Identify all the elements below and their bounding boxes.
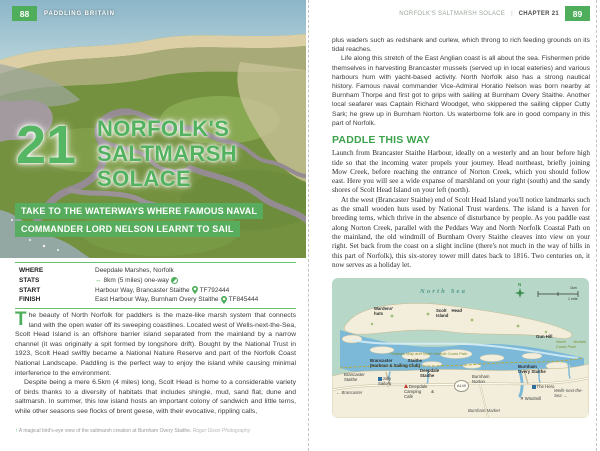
map-label-burnham-market: Burnham Market [468, 408, 500, 414]
map-label-north-norfolk-coast-path: North Norfolk Coast Path [556, 339, 586, 349]
map-road-badge-a149: A149 [454, 380, 469, 392]
route-map [332, 278, 589, 418]
title-line-2: SALTMARSH [97, 141, 238, 166]
header-separator: | [511, 10, 513, 17]
row-label: START [19, 286, 41, 294]
pub-icon [378, 377, 382, 381]
title-line-3: SOLACE [97, 166, 192, 191]
map-label-burnham-overy-staithe: Burnham Overy Staithe [518, 364, 546, 375]
map-label-brancaster-staithe-village: Brancaster Staithe [344, 372, 365, 383]
map-label-brancaster-staithe-harbour: Brancaster Staithe (Harbour & Sailing Club) [370, 358, 422, 369]
row-value: Deepdale Marshes, Norfolk [95, 267, 174, 274]
paragraph-text: he beauty of North Norfolk for paddlers is the maze-like marsh system that connects land with the open water off its sweeping coastlines. Located west of Wells-next-the-Sea, Scolt Head Island is an offshore barrier island separated from the mainland by a narrow channel (it was originally a spit formed by longshore drift). Bought by the National Trust in 1923, Scolt Head swiftly became a National Nature Reserve and part of the Norfolk Coast National Landscape. Paddling is the perfect way to enjoy the island while causing minimal interference to the environment. [15, 312, 296, 377]
right-page-header [399, 6, 590, 21]
standfirst-line-1: TAKE TO THE WATERWAYS WHERE FAMOUS NAVAL [15, 203, 263, 219]
start-grid-ref: TF792444 [199, 286, 230, 294]
row-value [95, 295, 258, 305]
route-info-table [15, 262, 296, 309]
map-label-gun-hill: Gun Hill [536, 334, 553, 340]
title-line-1: NORFOLK'S [97, 116, 230, 141]
table-row-stats [15, 276, 296, 286]
route-directions [332, 149, 590, 270]
table-row-finish [15, 295, 296, 305]
table-row-start [15, 286, 296, 296]
finish-text: East Harbour Way, Burnham Overy Staithe [95, 296, 219, 304]
map-label-brancaster-arrow: ← Brancaster [336, 390, 363, 396]
map-pin-icon [221, 296, 227, 304]
map-label-north-sea: North Sea [420, 288, 468, 296]
running-head: PADDLING BRITAIN [44, 10, 115, 17]
running-head: NORFOLK'S SALTMARSH SOLACE [399, 10, 506, 17]
route-paragraph-1: Launch from Brancaster Staithe Harbour, ideally on a westerly and an hour before high tide so that the incoming water propels your journey. Head northeast, briefly joining Mow Creek, before reaching the entrance of Norton Creek, which you should follow east. Here you will see a wide expanse of marshland on your right (south) and the sandy shores of Scolt Head Island on your left (north). [332, 149, 590, 195]
right-page [310, 0, 600, 451]
difficulty-grade-icon [171, 277, 178, 284]
campsite-icon [404, 384, 408, 388]
stats-text: 8km (5 miles) one-way [103, 276, 169, 284]
photo-caption [15, 428, 296, 435]
left-page-header [12, 6, 115, 21]
page-number: 88 [19, 8, 30, 19]
map-label-wardens-huts: Wardens' huts [374, 306, 394, 317]
map-illustration [332, 278, 589, 418]
page-number-badge [12, 6, 37, 21]
chapter-label: CHAPTER 21 [518, 10, 559, 17]
section-heading: PADDLE THIS WAY [332, 134, 431, 147]
page-fold-mark [308, 0, 309, 451]
start-text: Harbour Way, Brancaster Staithe [95, 286, 190, 294]
map-pin-icon [192, 286, 198, 294]
row-value [95, 286, 229, 296]
intro-paragraph-2: Despite being a mere 6.5km (4 miles) long, Scolt Head is home to a considerable variety of birds thanks to a diversity of habitats that includes shingle, mud, sand flat, dune and saltmarsh. In summer, this low island hosts an important colony of sandwich and little terns, while other seasons see flocks of brent geese, with their evocative, rippling calls, [15, 379, 296, 415]
intro-paragraph-1 [15, 311, 296, 378]
distance-arrows-icon: ↔ [95, 276, 102, 284]
page-number-badge [565, 6, 590, 21]
windmill-icon: ✕ [520, 396, 524, 402]
row-value [95, 276, 178, 286]
map-label-deepdale-camping: Deepdale Camping & Café [404, 384, 434, 400]
scale-label-mile: 1 mile [568, 297, 578, 302]
map-label-peddars-way: Peddars Way and North Norfolk Coast Path [390, 351, 468, 357]
right-page-content [332, 36, 590, 418]
map-label-deepdale-staithe: Deepdale Staithe [420, 368, 440, 379]
standfirst [15, 203, 263, 239]
body-paragraph-2: Life along this stretch of the East Anglian coast is all about the sea. Fishermen pride themselves in harvesting Brancaster mussels (served up in local eateries) and various harbours hum with yacht-based activity. North Norfolk also has a strong nautical history. Famous naval commander Vice-Admiral Horatio Nelson was born nearby at Burnham Thorpe and first got to grips with sailing at Burnham Overy Staithe. Another local seafarer was Captain Richard Woodget, who skippered the sailing clipper Cutty Sark; he grew up in Burnham Norton. Us waterborne folk are in good company in this part of Norfolk. [332, 55, 590, 127]
pub-icon [532, 385, 536, 389]
drop-cap: T [15, 309, 27, 330]
caption-text: A magical bird's-eye view of the saltmarsh creation at Burnham Overy Staithe. [18, 428, 192, 434]
compass-north-label: N [518, 282, 522, 288]
route-title [97, 116, 237, 191]
map-label-jolly-sailors: Jolly Sailors [378, 376, 392, 387]
scale-label-km: 1km [570, 286, 577, 291]
map-label-the-hero: The Hero [532, 384, 556, 389]
caption-arrow-icon: ↑ [15, 428, 18, 434]
standfirst-line-2: COMMANDER LORD NELSON LEARNT TO SAIL [15, 221, 240, 237]
map-label-windmill: ✕Windmill [520, 396, 542, 402]
photo-credit: Roger Dixon Photography [192, 428, 251, 434]
map-label-burnham-norton: Burnham Norton [472, 374, 490, 385]
map-label-scolt-head-island: Scolt Head Island [436, 308, 462, 319]
finish-grid-ref: TF845444 [228, 296, 259, 304]
route-number: 21 [16, 115, 77, 175]
table-row-where [15, 266, 296, 276]
page-trim-mark [596, 0, 597, 451]
intro-body-text [15, 311, 296, 417]
row-label: FINISH [19, 296, 41, 304]
row-label: WHERE [19, 267, 44, 274]
row-label: STATS [19, 276, 40, 284]
saltmarsh-aerial-photo [0, 0, 306, 258]
route-paragraph-2: At the west (Brancaster Staithe) end of Scolt Head Island you'll notice landmarks such as the small wooden huts used by National Trust wardens. The island is a haven for breeding terns, which thrive in the absence of disturbance by people. As you paddle east along Norton Creek, parallel with the Peddars Way and North Norfolk Coastal Path on the mainland, the old windmill of Burnham Overy Staithe cleaves into view on your right. Set back from the coast on a slight incline (there's not much in the way of hills in this part of Norfolk), this six-storey tower mill dates back to 1816. Two centuries on, it now serves as a holiday let. [332, 195, 590, 269]
map-label-wells-next-the-sea: Wells-next-the-Sea → [554, 388, 583, 399]
body-paragraph-continued: plus waders such as redshank and curlew, which throng to rich feeding grounds on its tidal reaches. [332, 37, 590, 54]
page-number: 89 [572, 8, 583, 19]
